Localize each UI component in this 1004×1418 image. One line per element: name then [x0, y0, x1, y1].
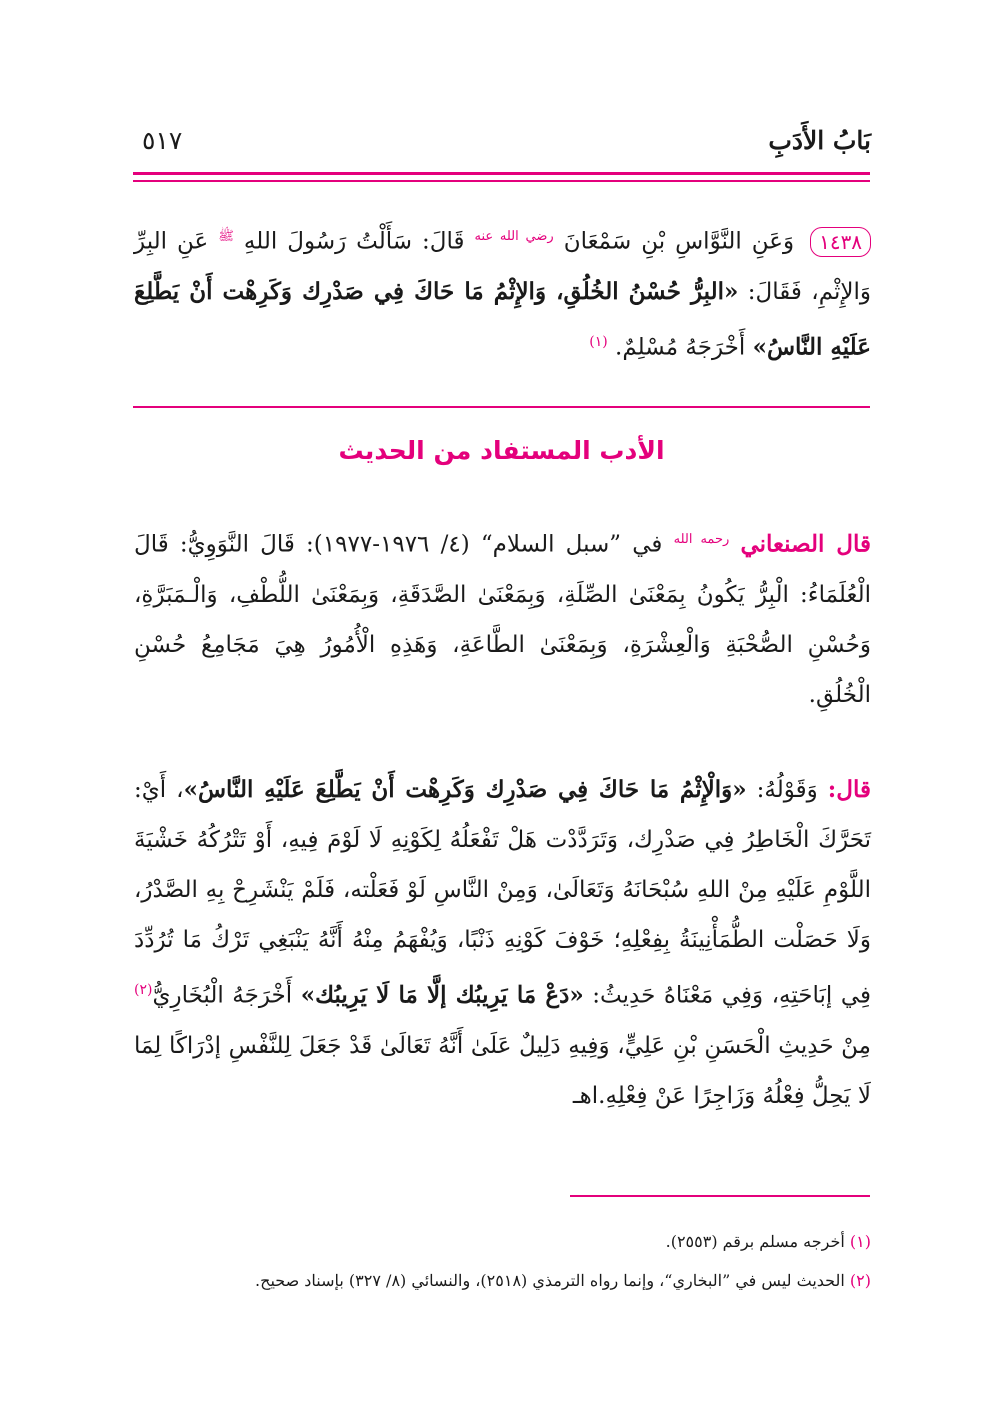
footnote-text: الحديث ليس في ”البخاري“، وإنما رواه الترمذي (٢٥١٨)، والنسائي (٨/ ٣٢٧) بإسناد صحيح.: [255, 1271, 845, 1290]
footnote-number: (١): [849, 1232, 871, 1251]
paragraph-1: [134, 515, 871, 720]
paragraph-2-text-3: مِنْ حَدِيثِ الْحَسَنِ بْنِ عَلِيٍّ، وَفِيهِ دَلِيلٌ عَلَىٰ أَنَّهُ تَعَالَىٰ قَدْ جَعَلَ لِلنَّفْسِ إدْرَاكًا لِمَا لَا يَحِلُّ فِعْلُهُ وَزَاجِرًا عَنْ فِعْلِهِ.اهـ: [134, 1032, 871, 1109]
page-number: ٥١٧: [142, 126, 183, 155]
footnote-ref-2: (٢): [134, 982, 153, 998]
hadith-text-1: وَعَنِ النَّوَّاسِ بْنِ سَمْعَانَ: [563, 228, 795, 255]
speaker-name: قال الصنعاني: [740, 530, 872, 558]
speaker-label: قال:: [827, 776, 871, 803]
paragraph-2-text-1: ، أَيْ: تَحَرَّكَ الْخَاطِرُ فِي صَدْرِك، وَتَرَدَّدْت هَلْ تَفْعَلُهُ لِكَوْنِهِ لَا لَوْمَ فِيهِ، أَوْ تَتْرُكُهُ خَشْيَةَ اللَّوْمِ عَلَيْهِ مِنْ اللهِ سُبْحَانَهُ وَتَعَالَىٰ، وَمِنْ النَّاسِ لَوْ فَعَلْته، فَلَمْ يَنْشَرِحْ بِهِ الصَّدْرُ، وَلَا حَصَلْت الطُّمَأْنِينَةُ بِفِعْلِهِ؛ خَوْفَ كَوْنِهِ ذَنْبًا، وَيُفْهَمُ مِنْهُ أَنَّهُ يَنْبَغِي تَرْكُ مَا تُرُدِّدَ فِي إبَاحَتِهِ، وَفِي مَعْنَاهُ حَدِيثُ:: [134, 777, 872, 1009]
chapter-title: بَابُ الأَدَبِ: [768, 126, 871, 155]
footnote-text: أخرجه مسلم برقم (٢٥٥٣).: [665, 1232, 845, 1251]
hadith-attribution: أَخْرَجَهُ مُسْلِمٌ.: [615, 334, 746, 361]
honorific-icon: رضي الله عنه: [474, 229, 554, 244]
footnote-rule: [570, 1195, 870, 1197]
paragraph-2-intro: وَقَوْلُهُ:: [756, 777, 818, 803]
paragraph-2-text-2: أَخْرَجَهُ الْبُخَارِيُّ: [152, 982, 293, 1009]
hadith-text-3: عَنِ البِرِّ وَالإِثْمِ، فَقَالَ:: [134, 228, 872, 305]
header-rule-bottom: [133, 180, 870, 182]
footnote-1: [111, 1225, 871, 1259]
paragraph-1-text: في ”سبل السلام“ (٤/ ١٩٧٦-١٩٧٧): قَالَ النَّوَوِيُّ: قَالَ الْعُلَمَاءُ: الْبِرُّ يَكُونُ بِمَعْنَىٰ الصِّلَةِ، وَبِمَعْنَىٰ الصَّدَقَةِ، وَبِمَعْنَىٰ اللُّطْفِ، وَالْـمَبَرَّةِ، وَحُسْنِ الصُّحْبَةِ وَالْعِشْرَةِ، وَبِمَعْنَىٰ الطَّاعَةِ، وَهَذِهِ الْأُمُورُ هِيَ مَجَامِعُ حُسْنِ الْخُلُقِ.: [134, 531, 871, 708]
footnote-number: (٢): [849, 1271, 871, 1290]
footnote-ref-1: (١): [589, 333, 608, 350]
hadith-block: [134, 212, 871, 372]
footnote-2: [111, 1264, 871, 1298]
paragraph-2: [134, 765, 871, 1121]
section-divider: [133, 406, 870, 408]
rahimahullah-icon: رحمه الله: [673, 532, 730, 547]
salawat-icon: ﷺ: [218, 229, 234, 244]
header-rule-top: [133, 172, 870, 175]
hadith-number-badge: ١٤٣٨: [810, 227, 871, 257]
hadith-text-2: قَالَ: سَأَلْتُ رَسُولَ اللهِ: [243, 228, 465, 255]
hadith-quote: «البِرُّ حُسْنُ الخُلُقِ، وَالإِثْمُ مَا حَاكَ فِي صَدْرِك وَكَرِهْت أَنْ يَطَّلِعَ عَلَيْهِ النَّاسُ»: [134, 277, 871, 361]
paragraph-2-quote: «وَالْإِثْمُ مَا حَاكَ فِي صَدْرِك وَكَرِهْت أَنْ يَطَّلِعَ عَلَيْهِ النَّاسُ»: [183, 776, 747, 803]
paragraph-2-quote-2: «دَعْ مَا يَرِيبُك إلَّا مَا لَا يَرِيبُك»: [300, 981, 584, 1009]
section-title: الأدب المستفاد من الحديث: [338, 436, 665, 465]
